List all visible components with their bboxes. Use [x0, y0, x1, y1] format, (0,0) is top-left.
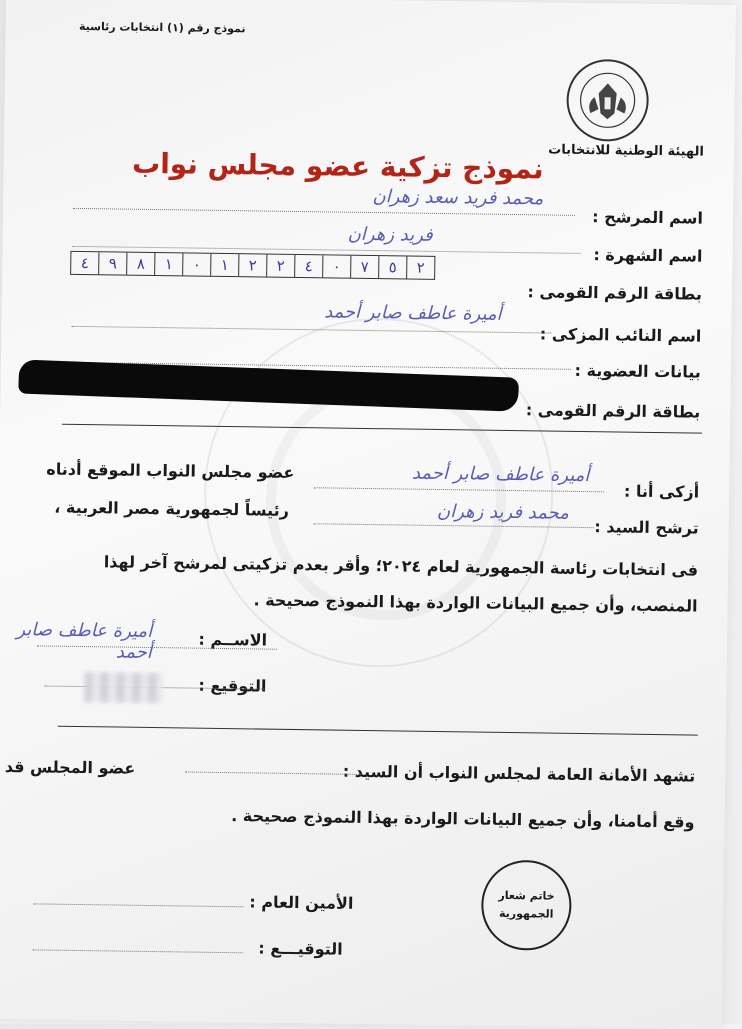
- seal-line-2: الجمهورية: [498, 906, 554, 921]
- decl-prefix-2: ترشح السيد :: [594, 517, 699, 538]
- secretary-general-line: [33, 903, 243, 907]
- secretariat-prefix: تشهد الأمانة العامة لمجلس النواب أن السيد :: [342, 761, 696, 786]
- recommending-mp-value: أميرة عاطف صابر أحمد: [324, 301, 502, 325]
- national-id-digit: ٩: [98, 252, 126, 274]
- mp-national-id-label: بطاقة الرقم القومى :: [525, 400, 701, 422]
- decl-name-1: أميرة عاطف صابر أحمد: [411, 462, 590, 487]
- authority-name: الهيئة الوطنية للانتخابات: [548, 142, 705, 160]
- decl-suffix-1: عضو مجلس النواب الموقع أدناه: [46, 459, 295, 482]
- decl-suffix-2: رئيساً لجمهورية مصر العربية ،: [54, 497, 289, 520]
- nickname-label: اسم الشهرة :: [593, 245, 703, 266]
- seal-line-1: خاتم شعار: [498, 888, 555, 903]
- candidate-name-line: [73, 208, 575, 216]
- national-id-digit: ٠: [182, 253, 210, 275]
- decl-name-2: محمد فريد زهران: [436, 500, 569, 524]
- national-id-digit: ٨: [126, 253, 154, 275]
- decl-line-3: فى انتخابات رئاسة الجمهورية لعام ٢٠٢٤؛ وأقر بعدم تزكيتى لمرشح آخر لهذا: [103, 552, 699, 580]
- recommending-mp-label: اسم النائب المزكى :: [539, 324, 702, 346]
- republic-seal: [481, 860, 572, 951]
- divider-2: [58, 726, 698, 736]
- form-title: نموذج تزكية عضو مجلس نواب: [131, 146, 544, 186]
- decl-name-value: أميرة عاطف صابر أحمد: [16, 619, 153, 664]
- decl-prefix-1: أزكى أنا :: [623, 481, 700, 502]
- national-id-digit: ٢: [266, 255, 294, 277]
- national-id-boxes: [70, 251, 435, 280]
- national-id-digit: ٥: [378, 256, 406, 278]
- authority-logo: [564, 57, 651, 144]
- national-id-digit: ٤: [294, 255, 322, 277]
- watermark-ring: [264, 379, 507, 622]
- secretary-general-label: الأمين العام :: [249, 892, 354, 913]
- membership-label: بيانات العضوية :: [574, 360, 701, 382]
- secretariat-line-2: وقع أمامنا، وأن جميع البيانات الواردة بهذا النموذج صحيحة .: [231, 806, 695, 832]
- decl-name-label: الاســم :: [198, 629, 268, 650]
- national-id-digit: ٤: [80, 253, 89, 273]
- nickname-value: فريد زهران: [347, 223, 433, 246]
- national-id-label: بطاقة الرقم القومى :: [527, 282, 703, 304]
- candidate-name-label: اسم المرشح :: [592, 207, 704, 228]
- national-id-digit: ٢: [238, 254, 266, 276]
- national-id-digit: ٧: [350, 256, 378, 278]
- decl-signature-label: التوقيع :: [198, 675, 267, 696]
- form-code: نموذج رقم (١) انتخابات رئاسية: [78, 19, 246, 36]
- secretariat-line: [185, 771, 365, 775]
- national-id-digit: ٢: [406, 257, 434, 279]
- decl-line-4: المنصب، وأن جميع البيانات الواردة بهذا النموذج صحيحة .: [253, 590, 698, 616]
- national-id-digit: ١: [154, 253, 182, 275]
- candidate-name-value: محمد فريد سعد زهران: [372, 186, 544, 210]
- secretariat-signature-label: التوقيـــع :: [258, 938, 343, 959]
- blurred-signature: [84, 672, 162, 703]
- secretariat-suffix: عضو المجلس قد: [4, 756, 136, 778]
- secretariat-signature-line: [33, 949, 243, 953]
- national-id-digit: ١: [210, 254, 238, 276]
- national-id-digit: ٠: [322, 255, 350, 277]
